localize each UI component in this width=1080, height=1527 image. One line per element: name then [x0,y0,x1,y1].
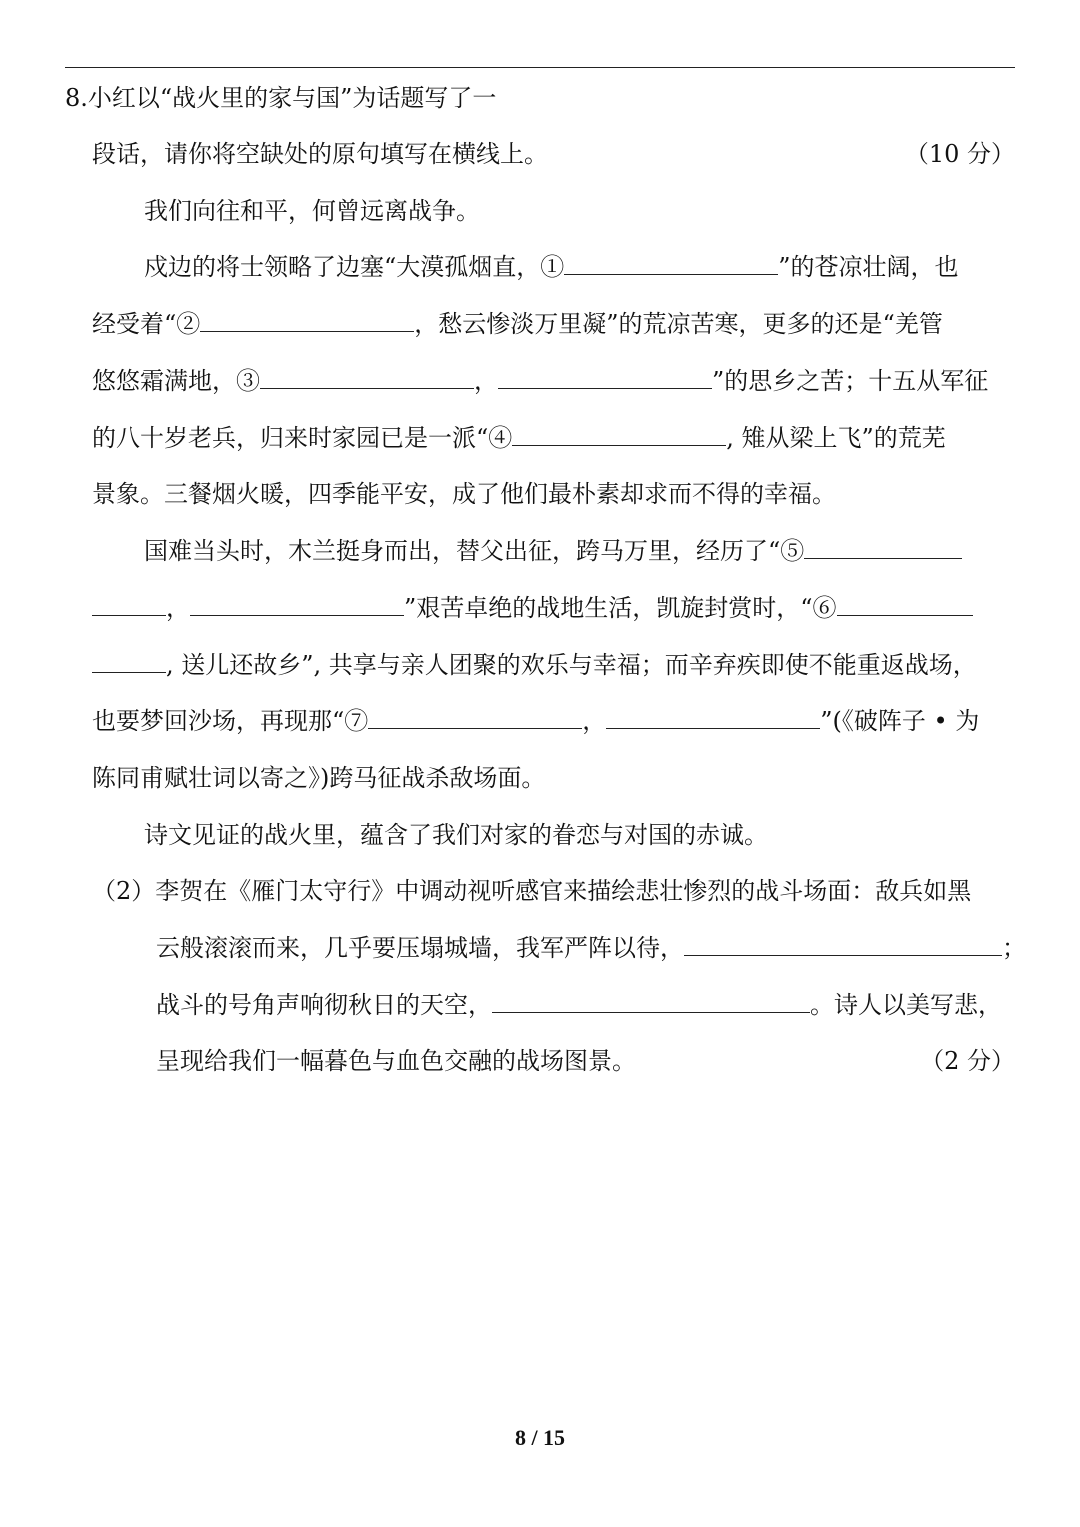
blank-6-start[interactable] [837,589,973,616]
score-10: （10 分） [904,140,1015,168]
blank-7b[interactable] [606,702,820,729]
blank-4[interactable] [512,419,726,446]
paragraph-9 [92,645,1015,685]
text: 悠悠霜满地，③ [92,367,260,395]
paragraph-2 [92,247,1015,287]
paragraph-5 [92,418,1015,458]
text: ”(《破阵子 • 为 [820,707,980,735]
text: ”艰苦卓绝的战地生活，凯旋封赏时，“⑥ [404,594,837,622]
text: 国难当头时，木兰挺身而出，替父出征，跨马万里，经历了“⑤ [144,537,805,565]
blank-q2-1[interactable] [684,929,1002,956]
blank-5a-end[interactable] [92,589,166,616]
blank-2[interactable] [200,305,414,332]
blank-1[interactable] [564,248,778,275]
header-rule [65,67,1015,68]
text: （2）李贺在《雁门太守行》中调动视听感官来描绘悲壮惨烈的战斗场面：敌兵如黑 [92,877,972,905]
score-2: （2 分） [920,1047,1015,1075]
paragraph-1 [92,191,1015,231]
blank-5b[interactable] [190,589,404,616]
text: 。诗人以美写悲， [810,991,1002,1019]
text: ； [1002,934,1026,962]
text: 诗文见证的战火里，蕴含了我们对家的眷恋与对国的赤诚。 [144,821,768,849]
page-number: 8 / 15 [514,1425,566,1450]
question-2-line3 [156,985,1015,1025]
text: ， [474,367,498,395]
paragraph-1-text: 我们向往和平，何曾远离战争。 [144,197,480,225]
question-2-line1 [92,871,1015,911]
text: 也要梦回沙场，再现那“⑦ [92,707,369,735]
text: 经受着“② [92,310,201,338]
text: ”的思乡之苦；十五从军征 [712,367,989,395]
paragraph-4 [92,361,1015,401]
text: ，愁云惨淡万里凝”的荒凉苦寒，更多的还是“羌管 [414,310,943,338]
question-2-line4 [156,1041,1015,1081]
blank-6-end[interactable] [92,646,166,673]
question-8-heading [65,78,1015,118]
question-2-line2 [156,928,1026,968]
blank-7a[interactable] [368,702,582,729]
paragraph-8 [92,588,1015,628]
question-8-line2 [92,134,1015,174]
text: 陈同甫赋壮词以寄之》)跨马征战杀敌场面。 [92,764,546,792]
text: 戍边的将士领略了边塞“大漠孤烟直，① [144,253,565,281]
text: 的八十岁老兵，归来时家园已是一派“④ [92,424,513,452]
text: ， [582,707,607,735]
question-8-text: 8.小红以“战火里的家与国”为话题写了一 [65,84,497,112]
paragraph-12 [92,815,1015,855]
text: , 雉从梁上飞”的荒芜 [726,424,946,452]
blank-q2-2[interactable] [492,986,810,1013]
paragraph-6 [92,474,1015,514]
text: 战斗的号角声响彻秋日的天空， [156,991,492,1019]
text: 景象。三餐烟火暖，四季能平安，成了他们最朴素却求而不得的幸福。 [92,480,836,508]
blank-3a[interactable] [260,362,474,389]
text: 呈现给我们一幅暮色与血色交融的战场图景。 [156,1047,636,1075]
text: ”的苍凉壮阔，也 [778,253,959,281]
question-8-text-2: 段话，请你将空缺处的原句填写在横线上。 [92,140,548,168]
text: 云般滚滚而来，几乎要压塌城墙，我军严阵以待， [156,934,684,962]
paragraph-10 [92,701,1015,741]
blank-5a-start[interactable] [804,532,962,559]
text: ， [166,594,190,622]
paragraph-7 [92,531,1015,571]
paragraph-3 [92,304,1015,344]
blank-3b[interactable] [498,362,712,389]
text: , 送儿还故乡”, 共享与亲人团聚的欢乐与幸福；而辛弃疾即使不能重返战场， [166,651,977,679]
paragraph-11 [92,758,1015,798]
